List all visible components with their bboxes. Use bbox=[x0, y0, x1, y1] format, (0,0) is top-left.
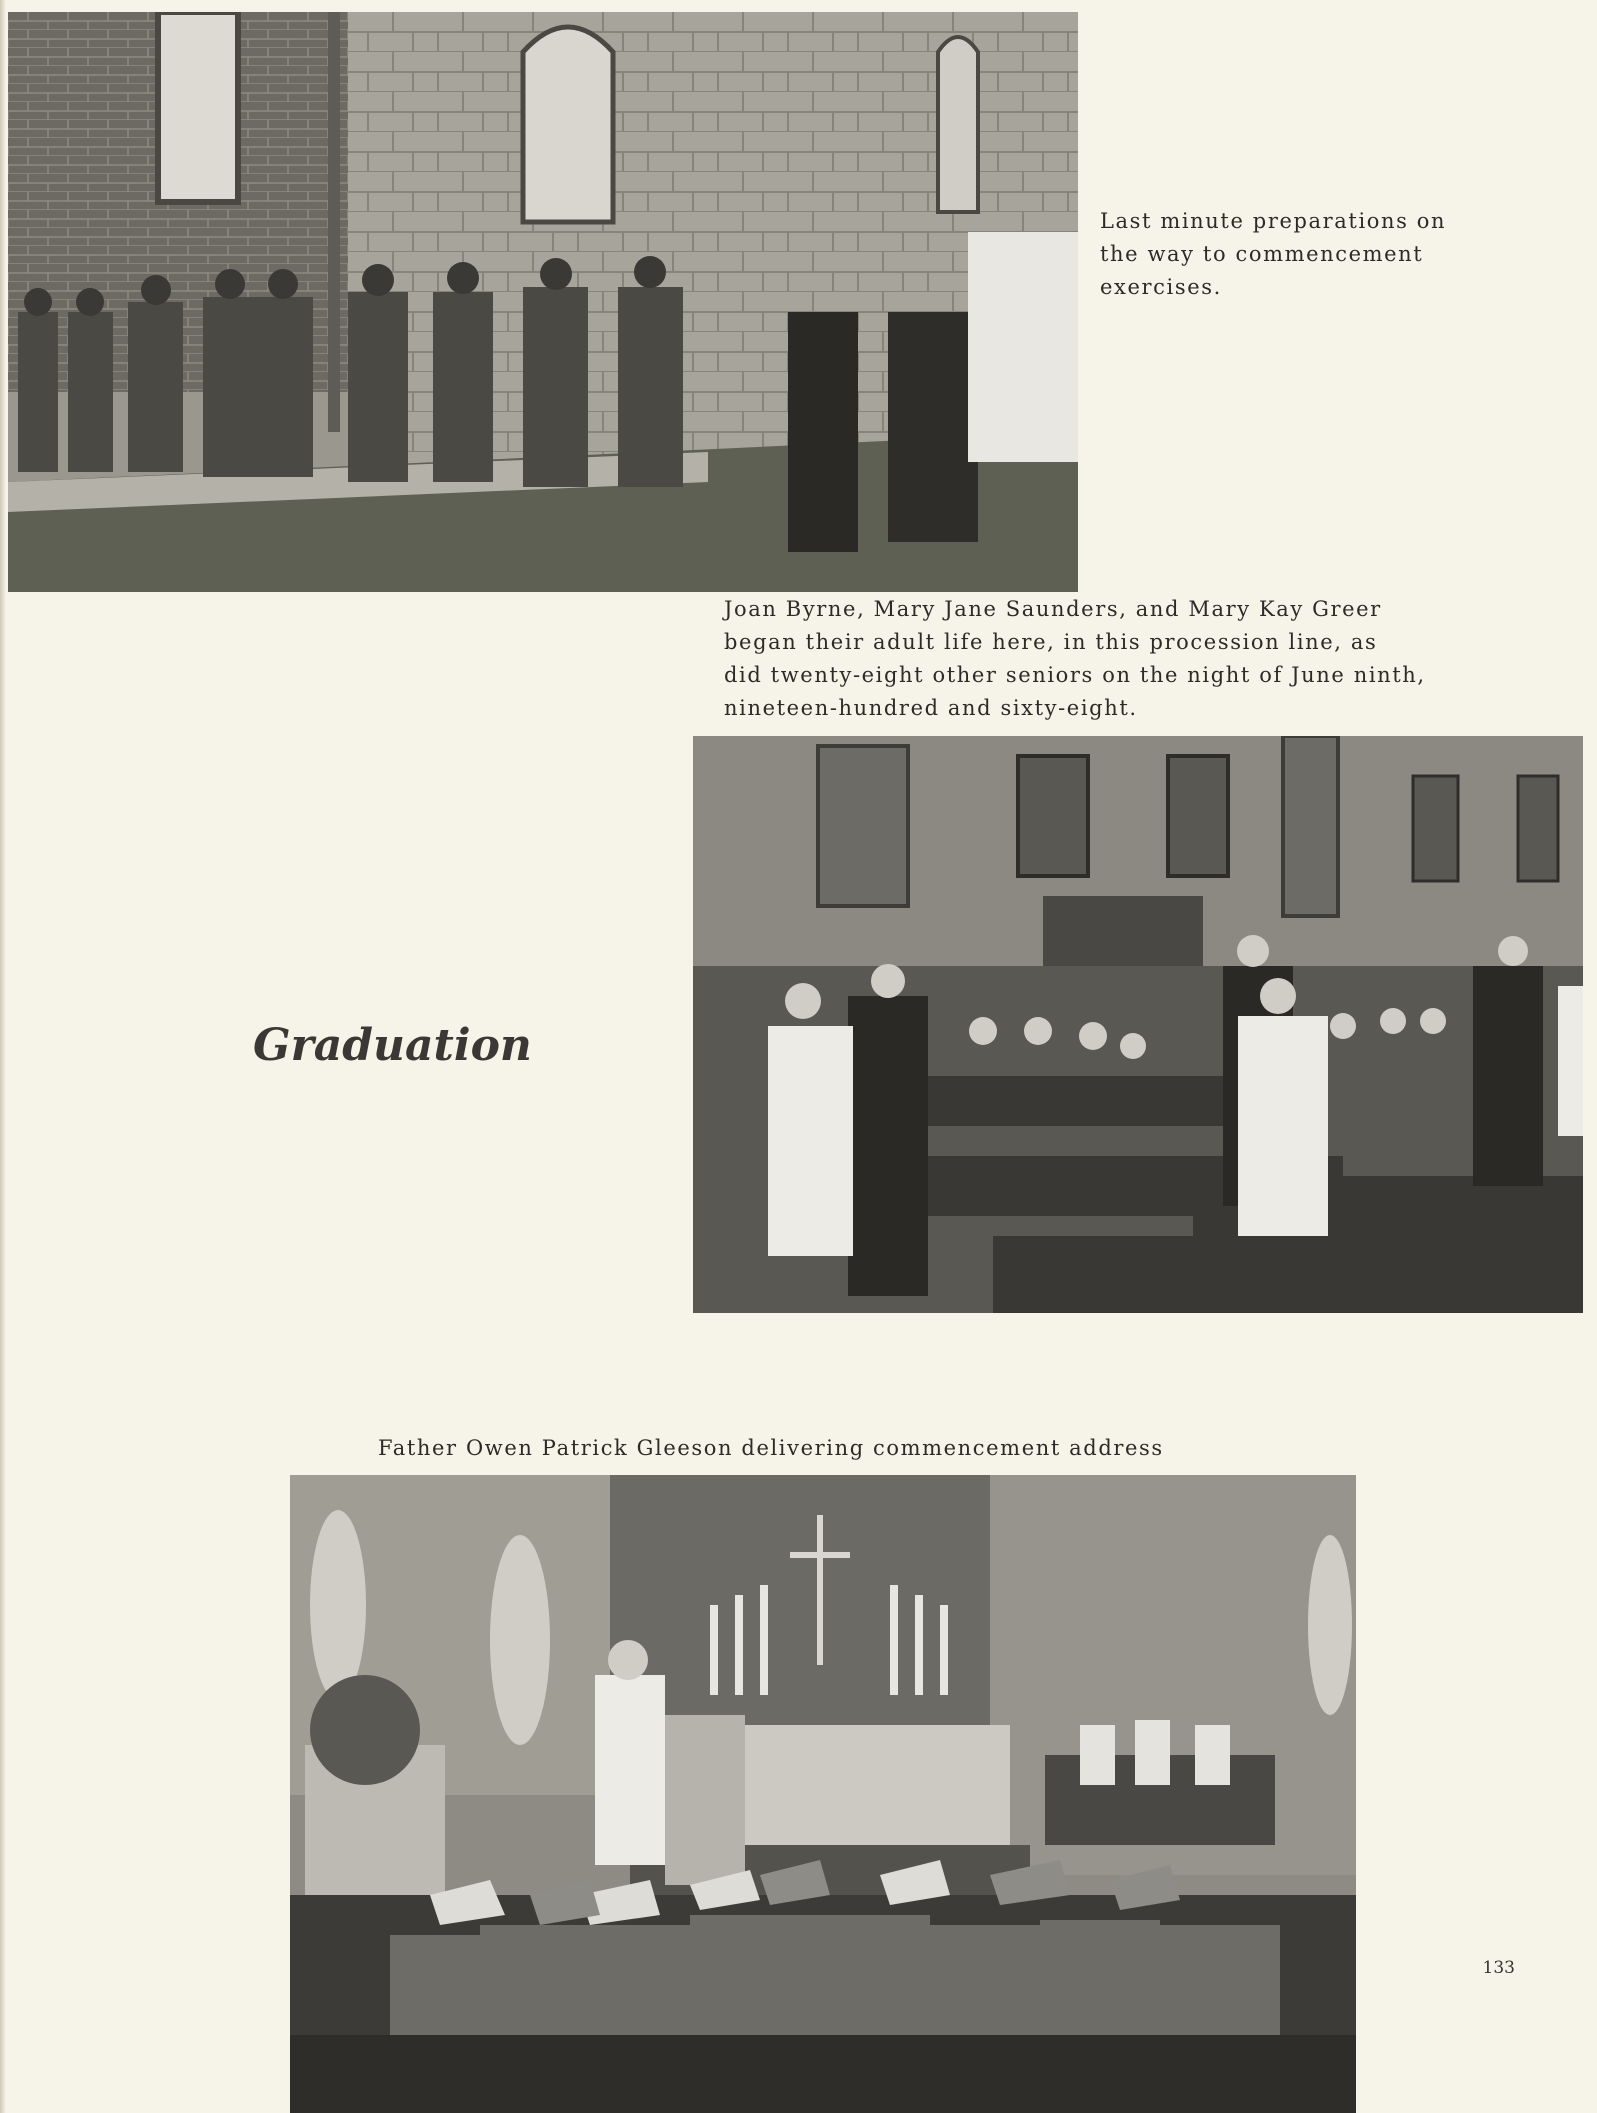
photo-commencement-address-altar bbox=[290, 1475, 1356, 2113]
page-binding-edge bbox=[0, 0, 6, 2113]
caption-commencement-address: Father Owen Patrick Gleeson delivering commencement address bbox=[378, 1436, 1164, 1460]
caption-procession-line: Joan Byrne, Mary Jane Saunders, and Mary Kay Greer began their adult life here, in this procession line, as did twenty-eight other seniors on the night of June ninth, nineteen-hundred and sixty-eight. bbox=[724, 597, 1426, 720]
page-number: 133 bbox=[1482, 1958, 1515, 1978]
photo-procession-line-church bbox=[693, 736, 1583, 1313]
caption-procession-prep: Last minute preparations on the way to commencement exercises. bbox=[1100, 209, 1447, 299]
section-title: Graduation bbox=[253, 1020, 532, 1071]
photo-graduates-procession-outside bbox=[8, 12, 1078, 592]
